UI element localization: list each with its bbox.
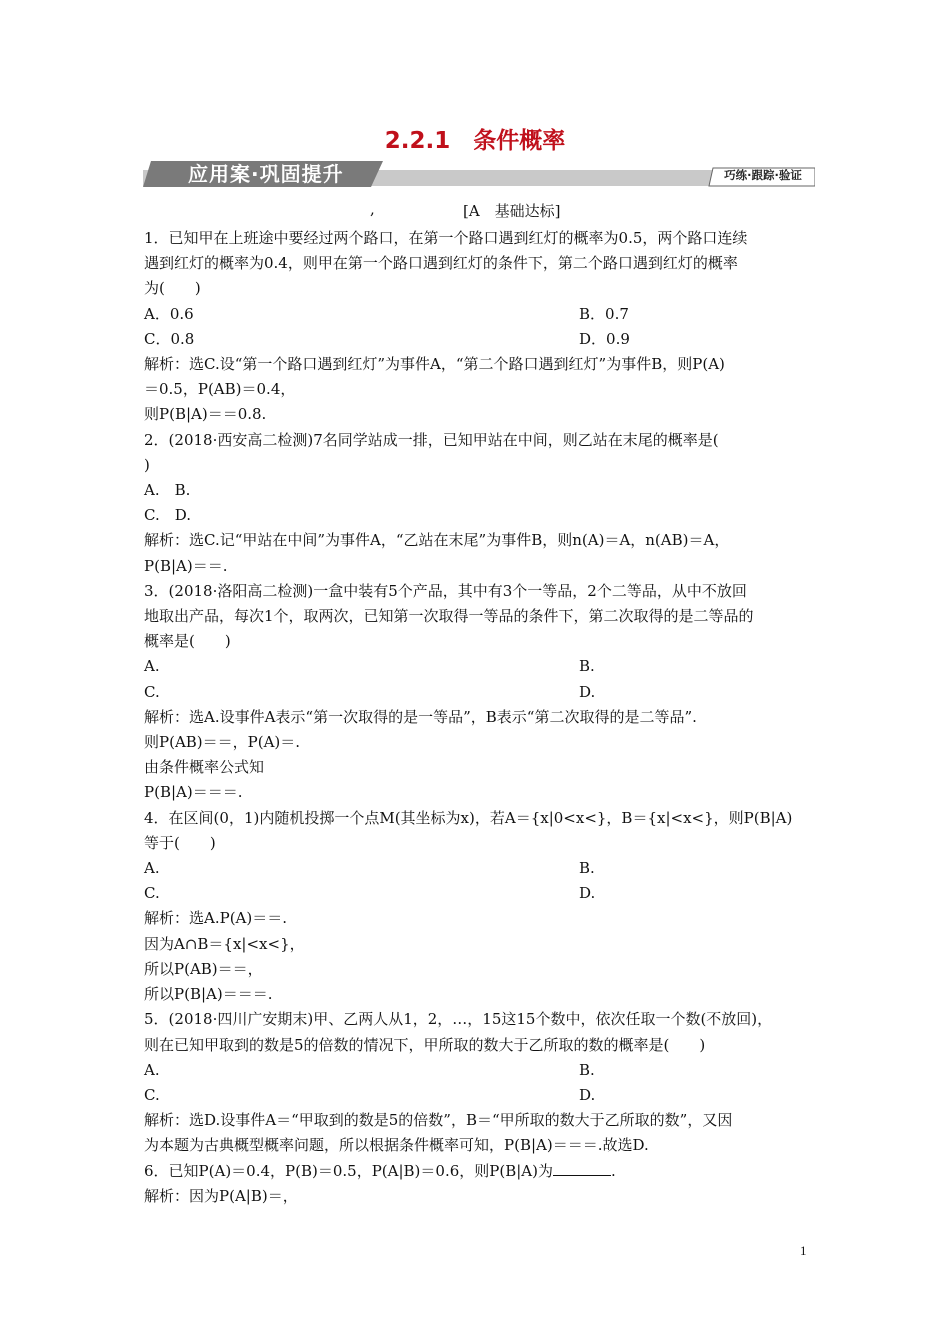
answer-options-row [144,302,814,327]
answer-option: A. [144,1060,160,1079]
text-line: 则在已知甲取到的数是5的倍数的情况下，甲所取的数大于乙所取的数的概率是( ) [144,1035,706,1054]
question-6-end: . [610,1161,616,1180]
answer-option: B. [579,657,595,676]
answer-option: A. [144,859,160,878]
text-line: ＝0.5，P(AB)＝0.4， [144,380,296,399]
answer-option: B. [579,859,595,878]
text-line: 4．在区间(0，1)内随机投掷一个点M(其坐标为x)，若A＝{x|0<x<}，B＝{x|<x<}，则P(B|A) [144,808,793,827]
answer-option: B. [579,1060,595,1079]
answer-options-row [144,1083,814,1108]
answer-option: C. [144,682,160,701]
answer-option: D．0.9 [579,329,630,348]
text-line: 3．(2018·洛阳高二检测)一盒中装有5个产品，其中有3个一等品，2个二等品，从中不放回 [144,581,747,600]
text-line: 解析：选D.设事件A＝“甲取到的数是5的倍数”，B＝“甲所取的数大于乙所取的数”，又因 [144,1111,733,1130]
text-line: 所以P(B|A)＝＝＝. [144,985,273,1004]
text-line: P(B|A)＝＝. [144,556,228,575]
text-line: 遇到红灯的概率为0.4，则甲在第一个路口遇到红灯的条件下，第二个路口遇到红灯的概率 [144,254,738,273]
answer-option: C．0.8 [144,329,195,348]
answer-option: C. [144,1085,160,1104]
banner-label: 应用案·巩固提升 [188,162,344,186]
text-line: 解析：选C.设“第一个路口遇到红灯”为事件A，“第二个路口遇到红灯”为事件B，则P(A) [144,355,725,374]
page-number: 1 [800,1243,807,1258]
text-line: 解析：选A.设事件A表示“第一次取得的是一等品”，B表示“第二次取得的是二等品”. [144,707,697,726]
text-line: C. D. [144,506,191,525]
text-line: P(B|A)＝＝＝. [144,783,243,802]
text-line: 为本题为古典概型概率问题，所以根据条件概率可知，P(B|A)＝＝＝.故选D. [144,1136,649,1155]
stray-comma: , [370,200,375,218]
text-line: 2．(2018·西安高二检测)7名同学站成一排，已知甲站在中间，则乙站在末尾的概率是( [144,430,719,449]
text-line: ) [144,455,150,474]
section-label: [A 基础达标] [463,202,561,220]
question-6 [144,1159,814,1184]
text-line: 5．(2018·四川广安期末)甲、乙两人从1，2，…，15这15个数中，依次任取一个数(不放回)， [144,1010,773,1029]
banner-tag: 巧练·跟踪·验证 [724,168,802,182]
text-line: 则P(AB)＝＝，P(A)＝. [144,733,301,752]
text-line: 1．已知甲在上班途中要经过两个路口，在第一个路口遇到红灯的概率为0.5，两个路口连续 [144,229,748,247]
page-title: 2.2.1 条件概率 [384,128,566,154]
answer-option: A．0.6 [144,304,194,323]
text-line: 所以P(AB)＝＝， [144,959,263,978]
text-line: 由条件概率公式知 [144,758,265,777]
answer-options-row [144,881,814,906]
text-line: 解析：因为P(A|B)＝， [144,1186,298,1205]
text-line: 概率是( ) [144,632,231,651]
answer-options-row [144,856,814,881]
answer-option: D. [579,1085,596,1104]
text-line: 地取出产品，每次1个，取两次，已知第一次取得一等品的条件下，第二次取得的是二等品的 [144,607,754,626]
text-line: 为( ) [144,279,201,298]
question-6-text: 6．已知P(A)＝0.4，P(B)＝0.5，P(A|B)＝0.6，则P(B|A)为 [144,1161,553,1180]
text-line: 解析：选C.记“甲站在中间”为事件A，“乙站在末尾”为事件B，则n(A)＝A，n(AB)＝A， [144,531,730,550]
answer-options-row [144,654,814,679]
answer-options-row [144,327,814,352]
text-line: 则P(B|A)＝＝0.8. [144,405,267,424]
exercise-content [144,226,814,1209]
text-line: 等于( ) [144,833,216,852]
text-line: A. B. [144,481,191,500]
answer-options-row [144,680,814,705]
text-line: 因为A∩B＝{x|<x<}， [144,934,305,953]
answer-option: C. [144,884,160,903]
answer-option: D. [579,884,596,903]
answer-blank [553,1161,611,1176]
answer-option: B．0.7 [579,304,629,323]
answer-options-row [144,1058,814,1083]
answer-option: D. [579,682,596,701]
answer-option: A. [144,657,160,676]
text-line: 解析：选A.P(A)＝＝. [144,909,287,928]
